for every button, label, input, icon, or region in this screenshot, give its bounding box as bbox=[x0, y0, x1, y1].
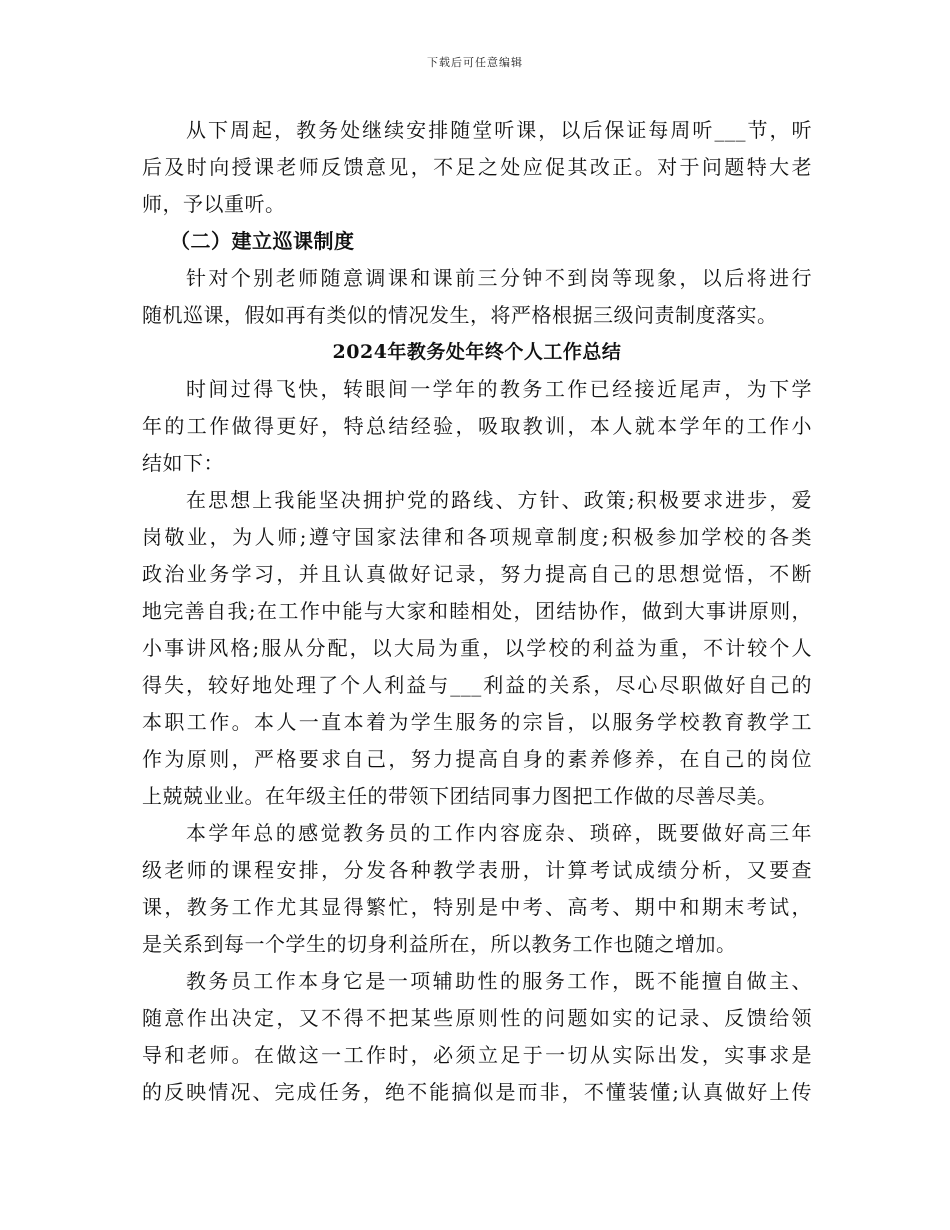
paragraph-line: 上兢兢业业。在年级主任的带领下团结同事力图把工作做的尽善尽美。 bbox=[142, 784, 778, 808]
paragraph-line: 时间过得飞快，转眼间一学年的教务工作已经接近尾声，为下学 bbox=[186, 377, 812, 401]
paragraph-line: 的反映情况、完成任务，绝不能搞似是而非，不懂装懂;认真做好上传 bbox=[142, 1080, 812, 1104]
paragraph-line: 是关系到每一个学生的切身利益所在，所以教务工作也随之增加。 bbox=[142, 932, 737, 956]
paragraph-line: 岗敬业，为人师;遵守国家法律和各项规章制度;积极参加学校的各类 bbox=[142, 525, 812, 549]
paragraph-line: 随机巡课，假如再有类似的情况发生，将严格根据三级问责制度落实。 bbox=[142, 303, 778, 327]
paragraph-line: 级老师的课程安排，分发各种教学表册，计算考试成绩分析，又要查 bbox=[142, 858, 812, 882]
paragraph-line: 随意作出决定，又不得不把某些原则性的问题如实的记录、反馈给领 bbox=[142, 1006, 812, 1030]
document-title: 2024年教务处年终个人工作总结 bbox=[332, 341, 622, 363]
paragraph-line: 从下周起，教务处继续安排随堂听课，以后保证每周听___节，听 bbox=[186, 118, 812, 142]
paragraph-line: 在思想上我能坚决拥护党的路线、方针、政策;积极要求进步，爱 bbox=[186, 488, 812, 512]
paragraph-line: 导和老师。在做这一工作时，必须立足于一切从实际出发，实事求是 bbox=[142, 1043, 812, 1067]
paragraph-line: 本职工作。本人一直本着为学生服务的宗旨，以服务学校教育教学工 bbox=[142, 710, 812, 734]
paragraph-line: 本学年总的感觉教务员的工作内容庞杂、琐碎，既要做好高三年 bbox=[186, 821, 812, 845]
paragraph-line: 教务员工作本身它是一项辅助性的服务工作，既不能擅自做主、 bbox=[186, 969, 812, 993]
document-body bbox=[142, 112, 812, 1111]
header-note: 下载后可任意编辑 bbox=[427, 56, 523, 69]
paragraph-line: 小事讲风格;服从分配，以大局为重，以学校的利益为重，不计较个人 bbox=[142, 636, 812, 660]
paragraph-line: 结如下： bbox=[142, 451, 224, 475]
paragraph-line: 课，教务工作尤其显得繁忙，特别是中考、高考、期中和期末考试， bbox=[142, 895, 812, 919]
paragraph-line: 针对个别老师随意调课和课前三分钟不到岗等现象，以后将进行 bbox=[186, 266, 812, 290]
paragraph-line: 师，予以重听。 bbox=[142, 192, 286, 216]
paragraph-line: 地完善自我;在工作中能与大家和睦相处，团结协作，做到大事讲原则， bbox=[142, 599, 812, 623]
paragraph-line: 年的工作做得更好，特总结经验，吸取教训，本人就本学年的工作小 bbox=[142, 414, 812, 438]
paragraph-line: 作为原则，严格要求自己，努力提高自身的素养修养，在自己的岗位 bbox=[142, 747, 812, 771]
paragraph-line: 得失，较好地处理了个人利益与___利益的关系，尽心尽职做好自己的 bbox=[142, 673, 812, 697]
section-heading: （二）建立巡课制度 bbox=[170, 229, 355, 253]
paragraph-line: 政治业务学习，并且认真做好记录，努力提高自己的思想觉悟，不断 bbox=[142, 562, 812, 586]
paragraph-line: 后及时向授课老师反馈意见，不足之处应促其改正。对于问题特大老 bbox=[142, 155, 812, 179]
